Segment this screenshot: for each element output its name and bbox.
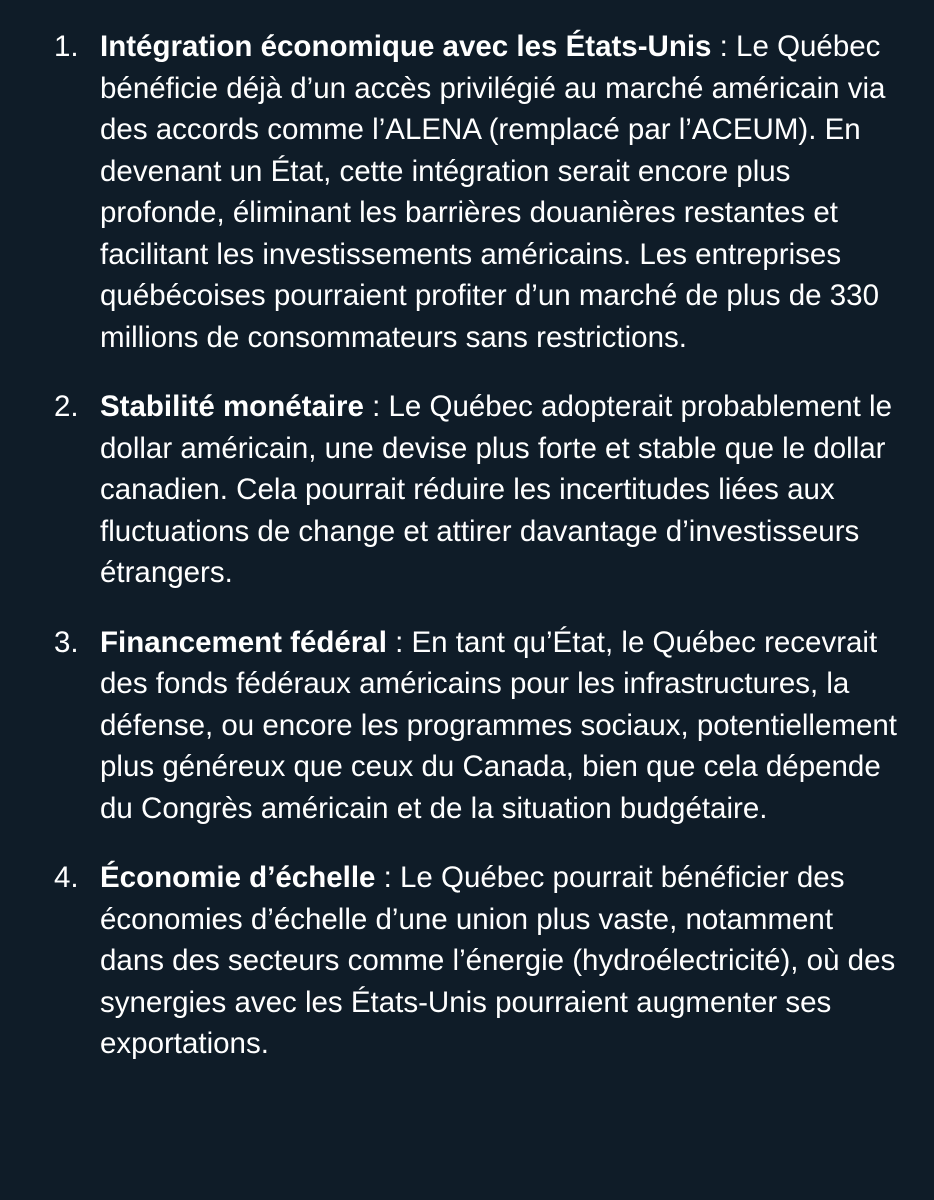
item-text [100,386,904,594]
list-item [54,386,904,594]
item-number: 4. [54,861,79,894]
item-text [100,857,904,1065]
list-item [54,622,904,830]
item-title: Économie d’échelle [100,861,376,894]
numbered-list [54,26,904,1065]
item-title: Stabilité monétaire [100,390,364,423]
item-number: 3. [54,625,79,659]
item-text [100,26,904,358]
list-item [54,26,904,358]
item-text [100,622,904,830]
item-body: : Le Québec pourrait bénéficier des économies d’échelle d’une union plus vaste, notamment dans des secteurs comme l’énergie (hydroélectricité), où des synergies avec les États-Unis pourraient augmenter ses exportations. [100,861,896,1060]
item-body: : Le Québec bénéficie déjà d’un accès privilégié au marché américain via des accords comme l’ALENA (remplacé par l’ACEUM). En devenant un État, cette intégration serait encore plus profonde, éliminant les barrières douanières restantes et facilitant les investissements américains. Les entreprises québécoises pourraient profiter d’un marché de plus de 330 millions de consommateurs sans restrictions. [100,30,886,354]
item-body: : En tant qu’État, le Québec recevrait des fonds fédéraux américains pour les infrastructures, la défense, ou encore les programmes sociaux, potentiellement plus généreux que ceux du Canada, bien que cela dépende du Congrès américain et de la situation budgétaire. [100,625,897,825]
item-title: Intégration économique avec les États-Unis [100,30,712,63]
item-title: Financement fédéral [100,625,387,659]
item-number: 1. [54,30,79,63]
item-body: : Le Québec adopterait probablement le dollar américain, une devise plus forte et stable que le dollar canadien. Cela pourrait réduire les incertitudes liées aux fluctuations de change et attirer davantage d’investisseurs étrangers. [100,390,893,589]
list-item [54,857,904,1065]
item-number: 2. [54,390,79,423]
